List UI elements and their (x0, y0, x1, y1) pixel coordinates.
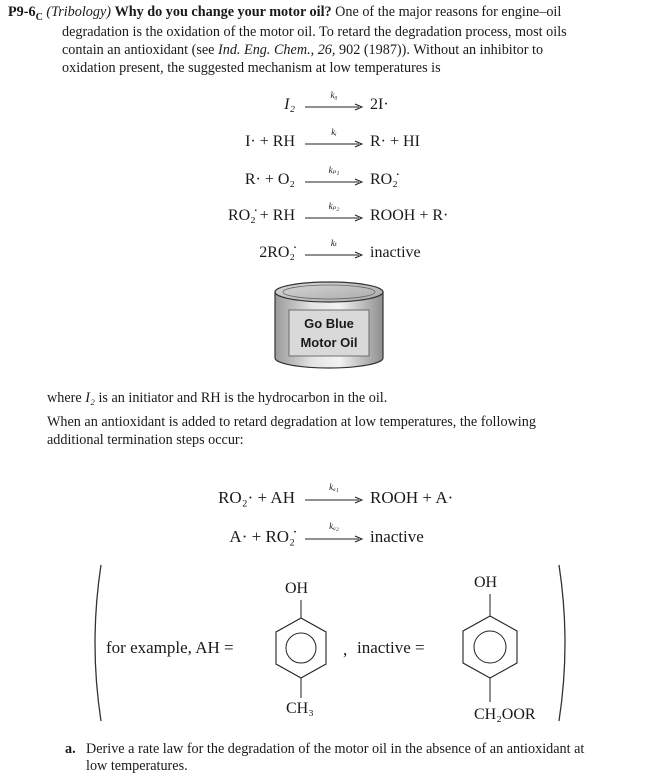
example-label: for example, AH = (106, 638, 234, 657)
benzene-ring-icon (455, 594, 525, 704)
term-2-lhs: A· + RO₂̇ (229, 527, 295, 546)
part-a-line-1: Derive a rate law for the degradation of the motor oil in the absence of an antioxidant at (86, 741, 585, 757)
mech-1-arrow (305, 90, 363, 116)
antioxidant-line-1: When an antioxidant is added to retard degradation at low temperatures, the following (47, 414, 536, 430)
citation: Ind. Eng. Chem., 26, (218, 42, 336, 58)
mech-5-lhs: 2RO₂̇ (259, 244, 295, 261)
term-1-lhs: RO₂· + AH (218, 488, 295, 507)
reaction-arrow-icon (305, 207, 363, 227)
term-2-arrow (305, 521, 363, 547)
intro-line-2: degradation is the oxidation of the motor oil. To retard the degradation process, most oils (62, 24, 567, 40)
term-2-rhs: inactive (370, 527, 424, 546)
mech-5-arrow (305, 238, 363, 264)
term-2-k: kₐ₂ (329, 521, 339, 531)
part-a-line-2: low temperatures. (86, 758, 188, 774)
ah-oh-label: OH (285, 580, 309, 597)
term-1-k: kₐ₁ (329, 482, 339, 492)
inactive-oh-label: OH (474, 574, 498, 591)
intro-line-4: oxidation present, the suggested mechanism at low temperatures is (62, 60, 441, 76)
intro-line-3: contain an antioxidant (see Ind. Eng. Chem., 26, 902 (1987)). Without an inhibitor to (62, 42, 544, 58)
mech-2-rhs: R· + HI (370, 133, 420, 150)
can-label-line-1: Go Blue (304, 316, 354, 331)
benzene-ring-icon (266, 600, 336, 700)
mech-3-rhs: RO₂̇ (370, 171, 398, 188)
ah-ch3-label: CH₃ (286, 700, 314, 717)
right-parenthesis (556, 563, 572, 723)
mech-3-k: kₚ₁ (328, 165, 340, 175)
mech-5-rhs: inactive (370, 244, 421, 261)
mech-4-rhs: ROOH + R· (370, 207, 449, 224)
mech-1-k: k₀ (330, 90, 338, 100)
intro-line-1: One of the major reasons for engine–oil (335, 4, 562, 20)
inactive-ch2oor-label: CH₂OOR (474, 706, 536, 723)
mech-1-lhs: I₂ (284, 96, 295, 113)
mech-4-arrow (305, 201, 363, 227)
problem-topic: (Tribology) (46, 4, 112, 20)
mech-1-rhs: 2I· (370, 96, 389, 113)
problem-id: $P9-6_C$ (8, 4, 43, 23)
antioxidant-line-2: additional termination steps occur: (47, 432, 244, 448)
example-comma: , (343, 640, 348, 659)
mech-2-arrow (305, 127, 363, 153)
mech-2-lhs: I· + RH (245, 133, 295, 150)
reaction-arrow-icon (305, 133, 363, 153)
term-1-rhs: ROOH + A· (370, 488, 454, 507)
part-a-label: a. (65, 741, 76, 757)
mech-2-k: kᵢ (331, 127, 337, 137)
mech-3-lhs: R· + O₂ (244, 171, 295, 188)
mech-5-k: kₜ (330, 238, 338, 248)
problem-question: Why do you change your motor oil? (114, 4, 332, 20)
left-parenthesis (88, 563, 104, 723)
mech-4-k: kₚ₂ (328, 201, 340, 211)
term-1-arrow (305, 482, 363, 508)
inactive-label: inactive = (357, 638, 425, 657)
reaction-arrow-icon (305, 244, 363, 264)
where-text: where I₂ is an initiator and RH is the hydrocarbon in the oil. (47, 390, 388, 406)
reaction-arrow-icon (305, 171, 363, 191)
reaction-arrow-icon (305, 527, 363, 547)
reaction-arrow-icon (305, 488, 363, 508)
can-label-line-2: Motor Oil (300, 335, 358, 350)
reaction-arrow-icon (305, 96, 363, 116)
mech-4-lhs: RO₂̇ + RH (227, 207, 295, 224)
mech-3-arrow (305, 165, 363, 191)
